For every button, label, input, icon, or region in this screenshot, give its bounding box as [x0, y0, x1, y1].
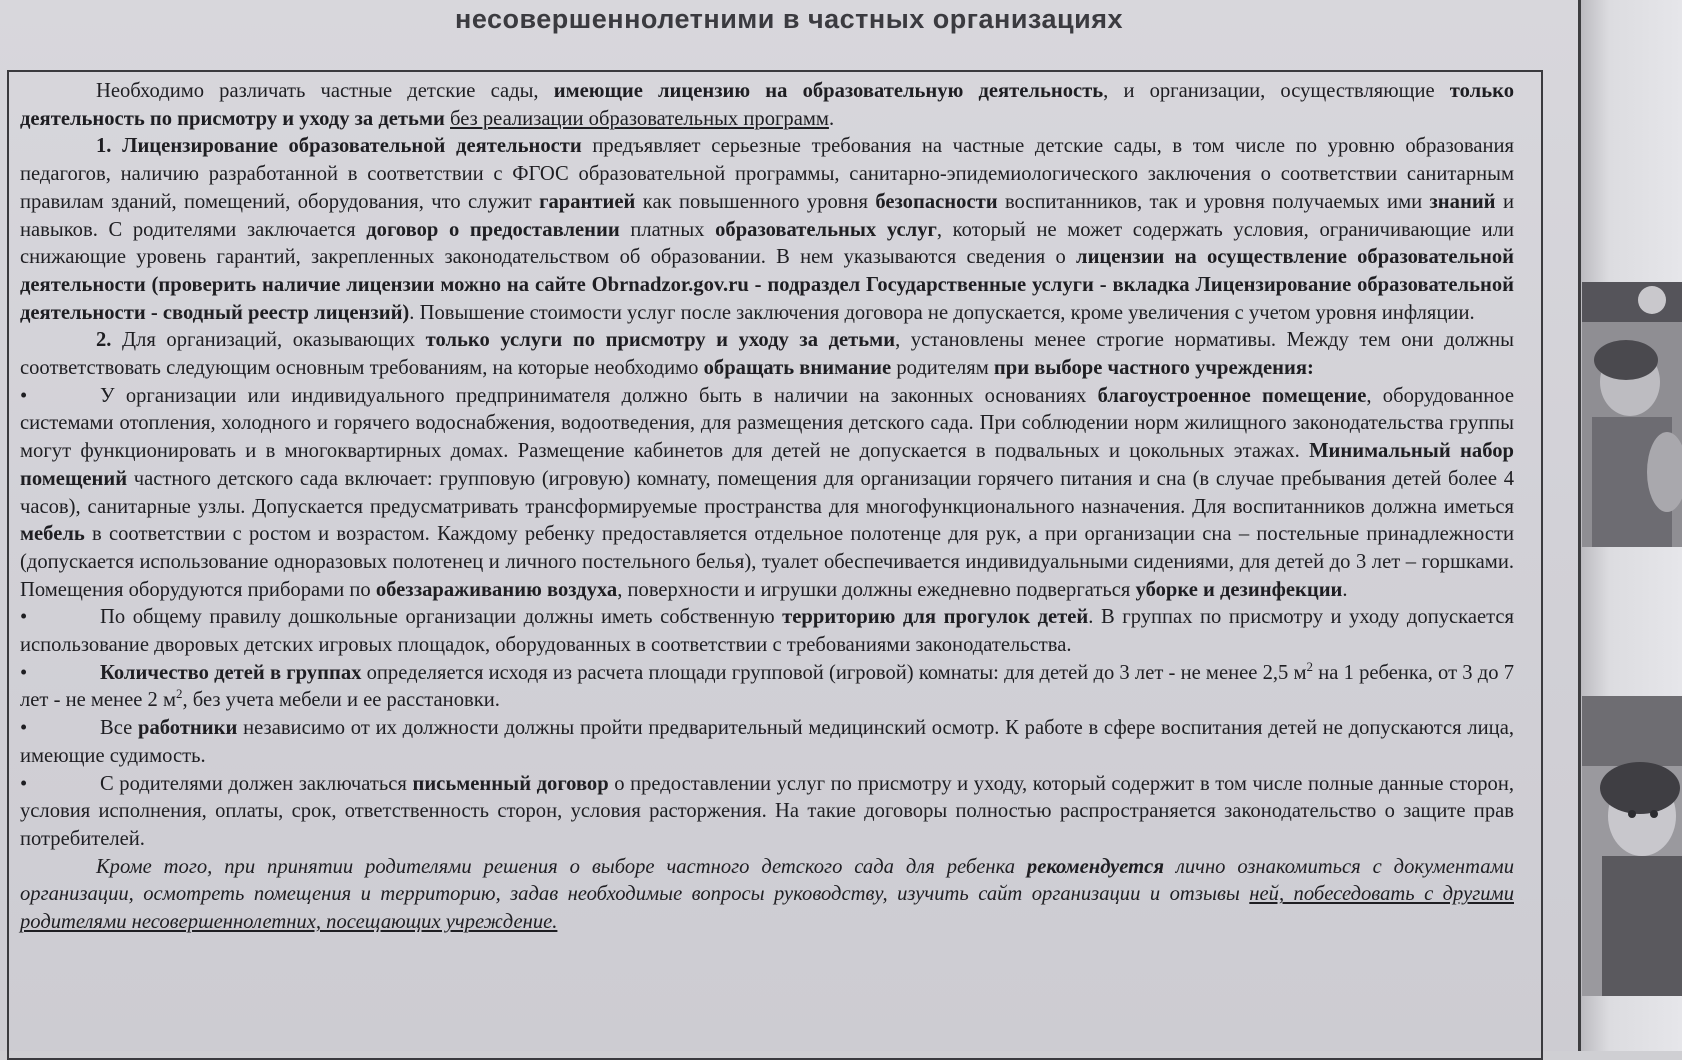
- bullet-marker: •: [20, 661, 28, 684]
- children-photo-fragment: [1582, 282, 1682, 547]
- page-fold-line: [1578, 0, 1581, 1051]
- intro-paragraph: Необходимо различать частные детские сады, имеющие лицензию на образовательную деятельность, и организации, осуществляющие только деятельность по присмотру и уходу за детьми без реализации образовательных программ.: [20, 80, 1514, 130]
- bullet-marker: •: [20, 772, 28, 795]
- bullet-marker: •: [20, 606, 28, 629]
- paragraph-licensing: 1. Лицензирование образовательной деятельности предъявляет серьезные требования на частные детские сады, в том числе по уровню образования педагогов, наличию разработанной в соответствии с ФГОС образовательной программы, санитарно-эпидемиологического заключения о соответствии санитарным правилам зданий, помещений, оборудования, что служит гарантией как повышенного уровня безопасности воспитанников, так и уровня получаемых ими знаний и навыков. С родителями заключается договор о предоставлении платных образовательных услуг, который не может содержать условия, ограничивающие или снижающие уровень гарантий, закрепленных законодательством об образовании. В нем указываются сведения о лицензии на осуществление образовательной деятельности (проверить наличие лицензии можно на сайте Obrnadzor.gov.ru - подраздел Государственные услуги - вкладка Лицензирование образовательной деятельности - сводный реестр лицензий). Повышение стоимости услуг после заключения договора не допускается, кроме увеличения с учетом уровня инфляции.: [20, 135, 1515, 324]
- bullet-contract: • С родителями должен заключаться письменный договор о предоставлении услуг по присмотру и уходу, который содержит в том числе полные данные сторон, условия исполнения, оплаты, срок, ответственность сторон, условия расторжения. На такие договоры полностью распространяется законодательство о защите прав потребителей.: [20, 772, 1514, 850]
- closing-paragraph: Кроме того, при принятии родителями решения о выборе частного детского сада для ребенка рекомендуется лично ознакомиться с документами организации, осмотреть помещения и территорию, задав необходимые вопросы руководству, изучить сайт организации и отзывы ней, побеседовать с другими родителями несовершеннолетних, посещающих учреждение.: [20, 855, 1514, 934]
- document-body: [20, 78, 1514, 937]
- bullet-marker: •: [20, 717, 28, 740]
- bullet-premises: • У организации или индивидуального предпринимателя должно быть в наличии на законных основаниях благоустроенное помещение, оборудованное системами отопления, холодного и горячего водоснабжения, водоотведения, для размещения детского сада. При соблюдении норм жилищного законодательства группы могут функционировать и в многоквартирных домах. Размещение кабинетов для детей не допускается в подвальных и цокольных этажах. Минимальный набор помещений частного детского сада включает: групповую (игровую) комнату, помещения для организации горячего питания и сна (в случае пребывания детей более 4 часов), санитарные узлы. Допускается предусматривать трансформируемые пространства для многофункционального назначения. Для воспитанников должна иметься мебель в соответствии с ростом и возрастом. Каждому ребенку предоставляется отдельное полотенце для рук, а при организации сна – постельные принадлежности (допускается использование одноразовых полотенец и личного постельного белья), туалет обеспечивается индивидуальными сидениями, для детей до 3 лет – горшками. Помещения оборудуются приборами по обеззараживанию воздуха, поверхности и игрушки должны ежедневно подвергаться уборке и дезинфекции.: [20, 384, 1515, 601]
- page-heading: несовершеннолетними в частных организациях: [455, 4, 1123, 34]
- bullet-staff: • Все работники независимо от их должности должны пройти предварительный медицинский осмотр. К работе в сфере воспитания детей не допускаются лица, имеющие судимость.: [20, 717, 1514, 767]
- bullet-marker: •: [20, 384, 28, 407]
- child-photo-fragment: [1582, 696, 1682, 996]
- paragraph-care-services: 2. Для организаций, оказывающих только услуги по присмотру и уходу за детьми, установлены менее строгие нормативы. Между тем они должны соответствовать следующим основным требованиям, на которые необходимо обращать внимание родителям при выборе частного учреждения:: [20, 329, 1514, 380]
- bullet-group-size: • Количество детей в группах определяется исходя из расчета площади групповой (игровой) комнаты: для детей до 3 лет - не менее 2,5 $м^2$ на 1 ребенка, от 3 до 7 лет - не менее 2 $м^2$, без учета мебели и ее расстановки.: [20, 658, 1514, 712]
- bullet-territory: • По общему правилу дошкольные организации должны иметь собственную территорию для прогулок детей. В группах по присмотру и уходу допускается использование дворовых детских игровых площадок, оборудованных в соответствии с требованиями законодательства.: [20, 606, 1514, 657]
